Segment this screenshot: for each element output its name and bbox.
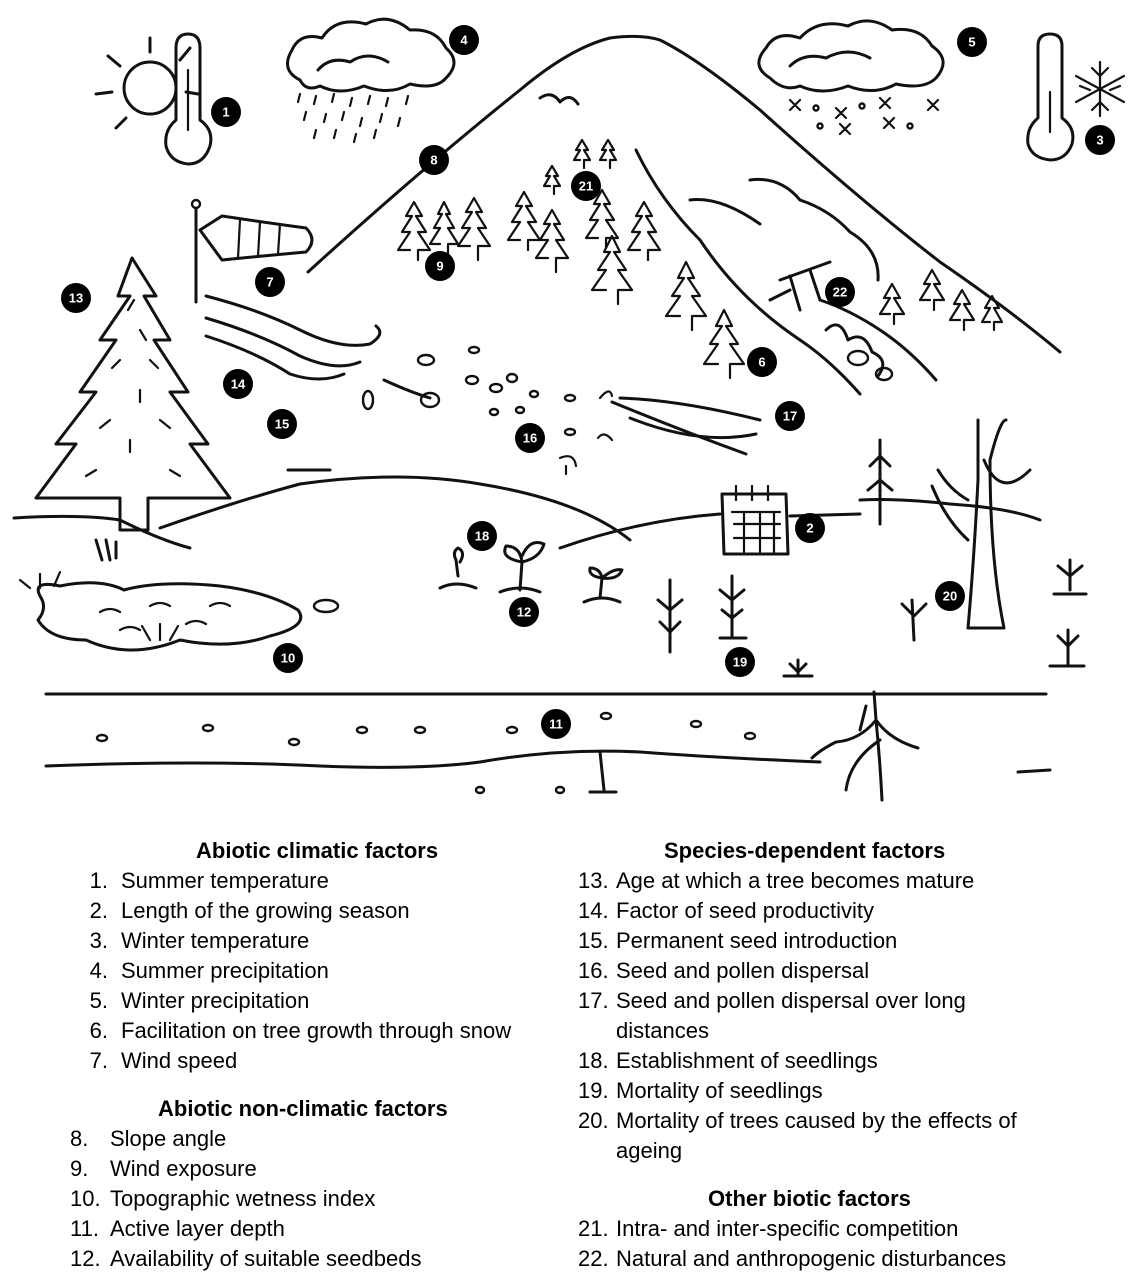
svg-text:11: 11	[549, 716, 563, 732]
legend-item: 2. Length of the growing season	[89, 898, 410, 923]
snow-cloud-icon	[759, 21, 943, 134]
legend-item: 9. Wind exposure	[70, 1156, 257, 1181]
heading-abiotic-climatic: Abiotic climatic factors	[196, 838, 439, 863]
legend-item: 5. Winter precipitation	[89, 988, 310, 1013]
svg-text:19: 19	[732, 654, 748, 670]
svg-text:3: 3	[1096, 132, 1104, 148]
rain-cloud-icon	[288, 19, 455, 142]
marker-20	[935, 581, 965, 611]
legend-item: 3. Winter temperature	[89, 928, 310, 953]
legend-item: 21. Intra- and inter-specific competition	[578, 1216, 959, 1241]
hills	[14, 470, 1040, 548]
legend-item: 18. Establishment of seedlings	[578, 1048, 878, 1073]
svg-text:5: 5	[968, 34, 976, 50]
svg-text:17: 17	[782, 408, 798, 424]
legend-item: 13. Age at which a tree becomes mature	[578, 868, 975, 893]
marker-15	[267, 409, 297, 439]
marker-22	[825, 277, 855, 307]
legend-item: 6. Facilitation on tree growth through snow	[89, 1018, 512, 1043]
marker-6	[747, 347, 777, 377]
svg-text:6: 6	[758, 354, 766, 370]
marker-13	[61, 283, 91, 313]
marker-16	[515, 423, 545, 453]
heading-species-dependent: Species-dependent factors	[664, 838, 946, 863]
marker-19	[725, 647, 755, 677]
marker-12	[509, 597, 539, 627]
mountain-forest	[398, 140, 1002, 378]
marker-17	[775, 401, 805, 431]
soil-layers	[46, 692, 1050, 800]
svg-text:2: 2	[806, 520, 814, 536]
marker-11	[541, 709, 571, 739]
sun-icon	[96, 38, 198, 128]
marker-8	[419, 145, 449, 175]
windsock-icon	[192, 200, 312, 302]
legend-item: 16. Seed and pollen dispersal	[578, 958, 870, 983]
legend-item: 22. Natural and anthropogenic disturbances	[578, 1246, 1007, 1271]
svg-text:9: 9	[436, 258, 444, 274]
pond	[20, 572, 338, 650]
svg-text:10: 10	[280, 650, 296, 666]
svg-text:22: 22	[832, 284, 848, 300]
calendar-icon	[722, 486, 788, 554]
marker-7	[255, 267, 285, 297]
svg-text:13: 13	[68, 290, 84, 306]
marker-5	[957, 27, 987, 57]
heading-abiotic-non-climatic: Abiotic non-climatic factors	[158, 1096, 448, 1121]
disturbance-fallen-trees	[770, 262, 892, 380]
legend-item: 4. Summer precipitation	[89, 958, 329, 983]
svg-text:18: 18	[474, 528, 490, 544]
svg-text:7: 7	[266, 274, 274, 290]
marker-21	[571, 171, 601, 201]
snowflake-icon	[1076, 62, 1124, 116]
legend-item: 11. Active layer depth	[70, 1216, 285, 1241]
legend-item: 12. Availability of suitable seedbeds	[70, 1246, 422, 1271]
legend-item: 8. Slope angle	[70, 1126, 227, 1151]
seeds	[363, 347, 612, 474]
legend-item: 17. Seed and pollen dispersal over long distances	[578, 988, 966, 1043]
heading-other-biotic: Other biotic factors	[708, 1186, 911, 1211]
legend-item: 20. Mortality of trees caused by the effects of ageing	[578, 1108, 1017, 1163]
legend-item: 7. Wind speed	[89, 1048, 238, 1073]
marker-9	[425, 251, 455, 281]
legend-item: 1. Summer temperature	[89, 868, 329, 893]
svg-text:16: 16	[522, 430, 538, 446]
legend-item: 19. Mortality of seedlings	[578, 1078, 823, 1103]
marker-18	[467, 521, 497, 551]
svg-text:15: 15	[274, 416, 290, 432]
svg-text:1: 1	[222, 104, 230, 120]
svg-text:12: 12	[516, 604, 532, 620]
legend-item: 15. Permanent seed introduction	[578, 928, 898, 953]
svg-text:14: 14	[230, 376, 246, 392]
marker-3	[1085, 125, 1115, 155]
marker-14	[223, 369, 253, 399]
winter-thermometer-icon	[1028, 34, 1073, 160]
legend-item: 10. Topographic wetness index	[70, 1186, 376, 1211]
svg-text:20: 20	[942, 588, 958, 604]
svg-text:4: 4	[460, 32, 468, 48]
legend-item: 14. Factor of seed productivity	[578, 898, 875, 923]
marker-2	[795, 513, 825, 543]
marker-10	[273, 643, 303, 673]
svg-text:21: 21	[578, 178, 594, 194]
marker-1	[211, 97, 241, 127]
svg-text:8: 8	[430, 152, 438, 168]
marker-4	[449, 25, 479, 55]
